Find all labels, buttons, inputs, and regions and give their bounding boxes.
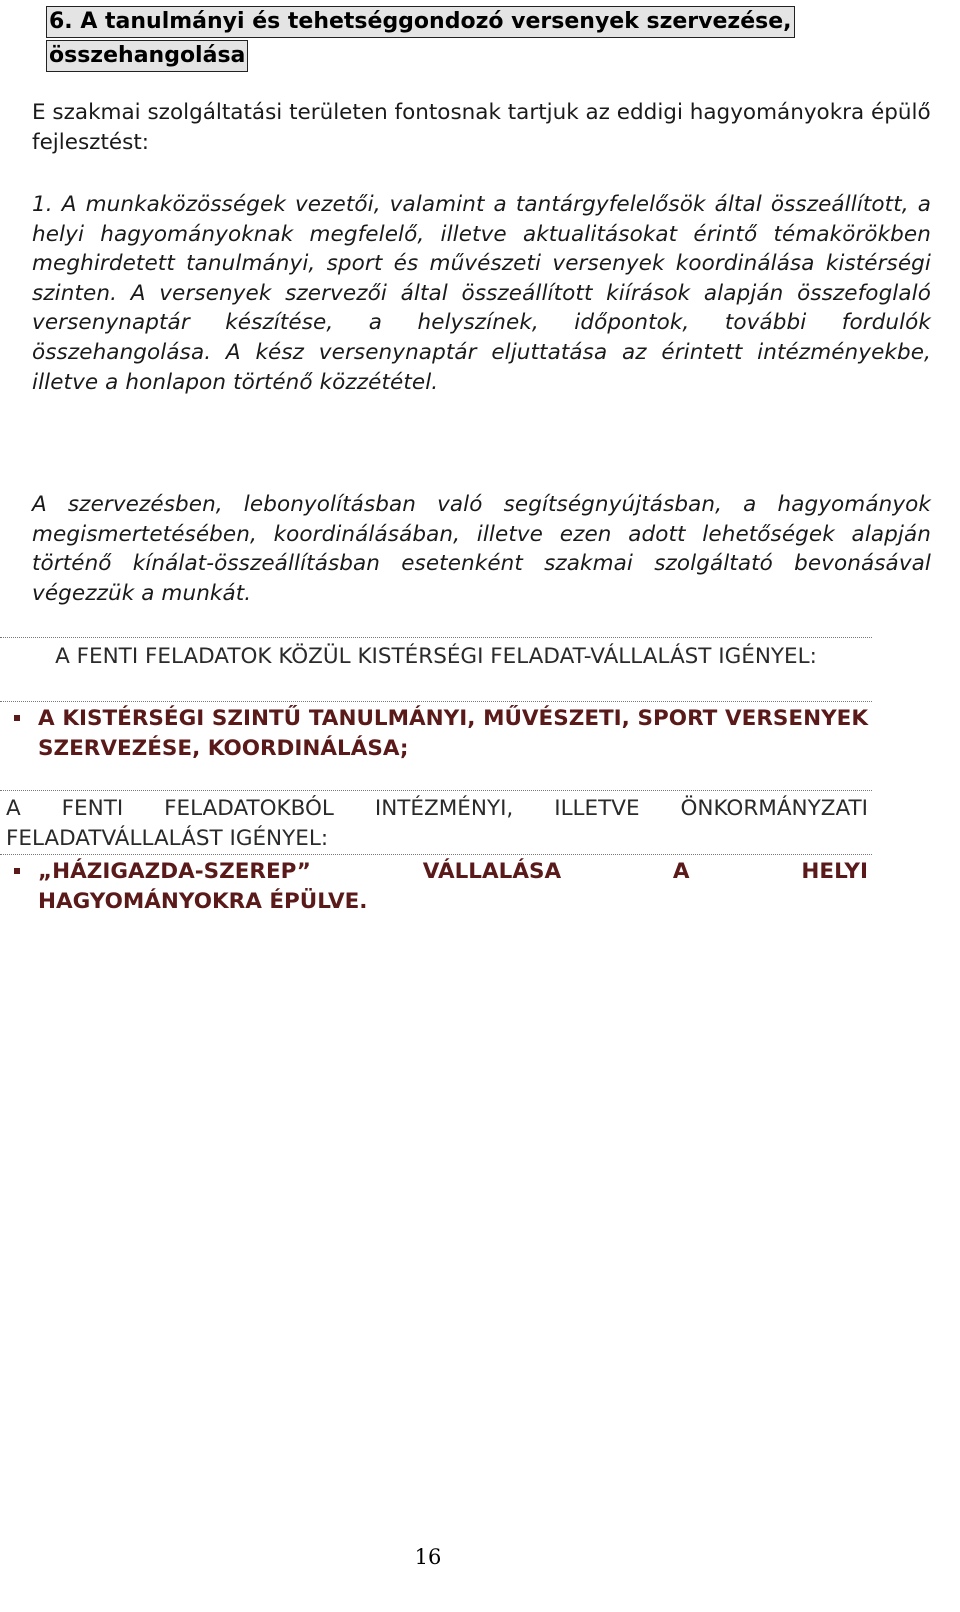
section1-bullet (14, 704, 868, 763)
divider-3 (0, 790, 872, 791)
section2-bullet-line2: HAGYOMÁNYOKRA ÉPÜLVE. (38, 888, 368, 914)
section2-heading-line2: FELADATVÁLLALÁST IGÉNYEL: (6, 826, 329, 851)
paragraph-1: 1. A munkaközösségek vezetői, valamint a tantárgyfelelősök által összeállított, a helyi hagyományoknak megfelelő, illetve aktualitásokat érintő témakörökben meghirdetett tanulmányi, sport és művészeti versenyek koordinálása kistérségi szinten. A versenyek szervezői által összeállított kiírások alapján összefoglaló versenynaptár készítése, a helyszínek, időpontok, további fordulók összehangolása. A kész versenynaptár eljuttatása az érintett intézményekbe, illetve a honlapon történő közzététel. (32, 192, 931, 395)
section-heading (46, 6, 795, 74)
divider-4 (0, 854, 872, 855)
paragraph-2: A szervezésben, lebonyolításban való segítségnyújtásban, a hagyományok megismertetésében, koordinálásában, illetve ezen adott lehetőségek alapján történő kínálat-összeállításban esetenként szakmai szolgáltató bevonásával végezzük a munkát. (32, 492, 931, 606)
section-heading-line1: 6. A tanulmányi és tehetséggondozó versenyek szervezése, (46, 6, 795, 38)
section2-bullet (14, 857, 868, 916)
section-heading-line2: összehangolása (46, 40, 248, 72)
section2-bullet-text (38, 857, 868, 916)
page-number: 16 (414, 1545, 442, 1569)
section1-bullet-text: A KISTÉRSÉGI SZINTŰ TANULMÁNYI, MŰVÉSZETI, SPORT VERSENYEK SZERVEZÉSE, KOORDINÁLÁSA; (38, 706, 868, 761)
section2-heading (6, 794, 868, 854)
divider-1 (0, 637, 872, 638)
bullet-square-icon (14, 715, 20, 721)
bullet-square-icon (14, 868, 20, 874)
section2-heading-line1: A FENTI FELADATOKBÓL INTÉZMÉNYI, ILLETVE ÖNKORMÁNYZATI (6, 796, 868, 821)
section2-bullet-line1: „HÁZIGAZDA-SZEREP” VÁLLALÁSA A HELYI (38, 859, 868, 884)
divider-2 (0, 701, 872, 702)
section1-heading: A FENTI FELADATOK KÖZÜL KISTÉRSÉGI FELADAT-VÁLLALÁST IGÉNYEL: (55, 644, 817, 669)
intro-text: E szakmai szolgáltatási területen fontosnak tartjuk az eddigi hagyományokra épülő fejlesztést: (32, 100, 931, 155)
